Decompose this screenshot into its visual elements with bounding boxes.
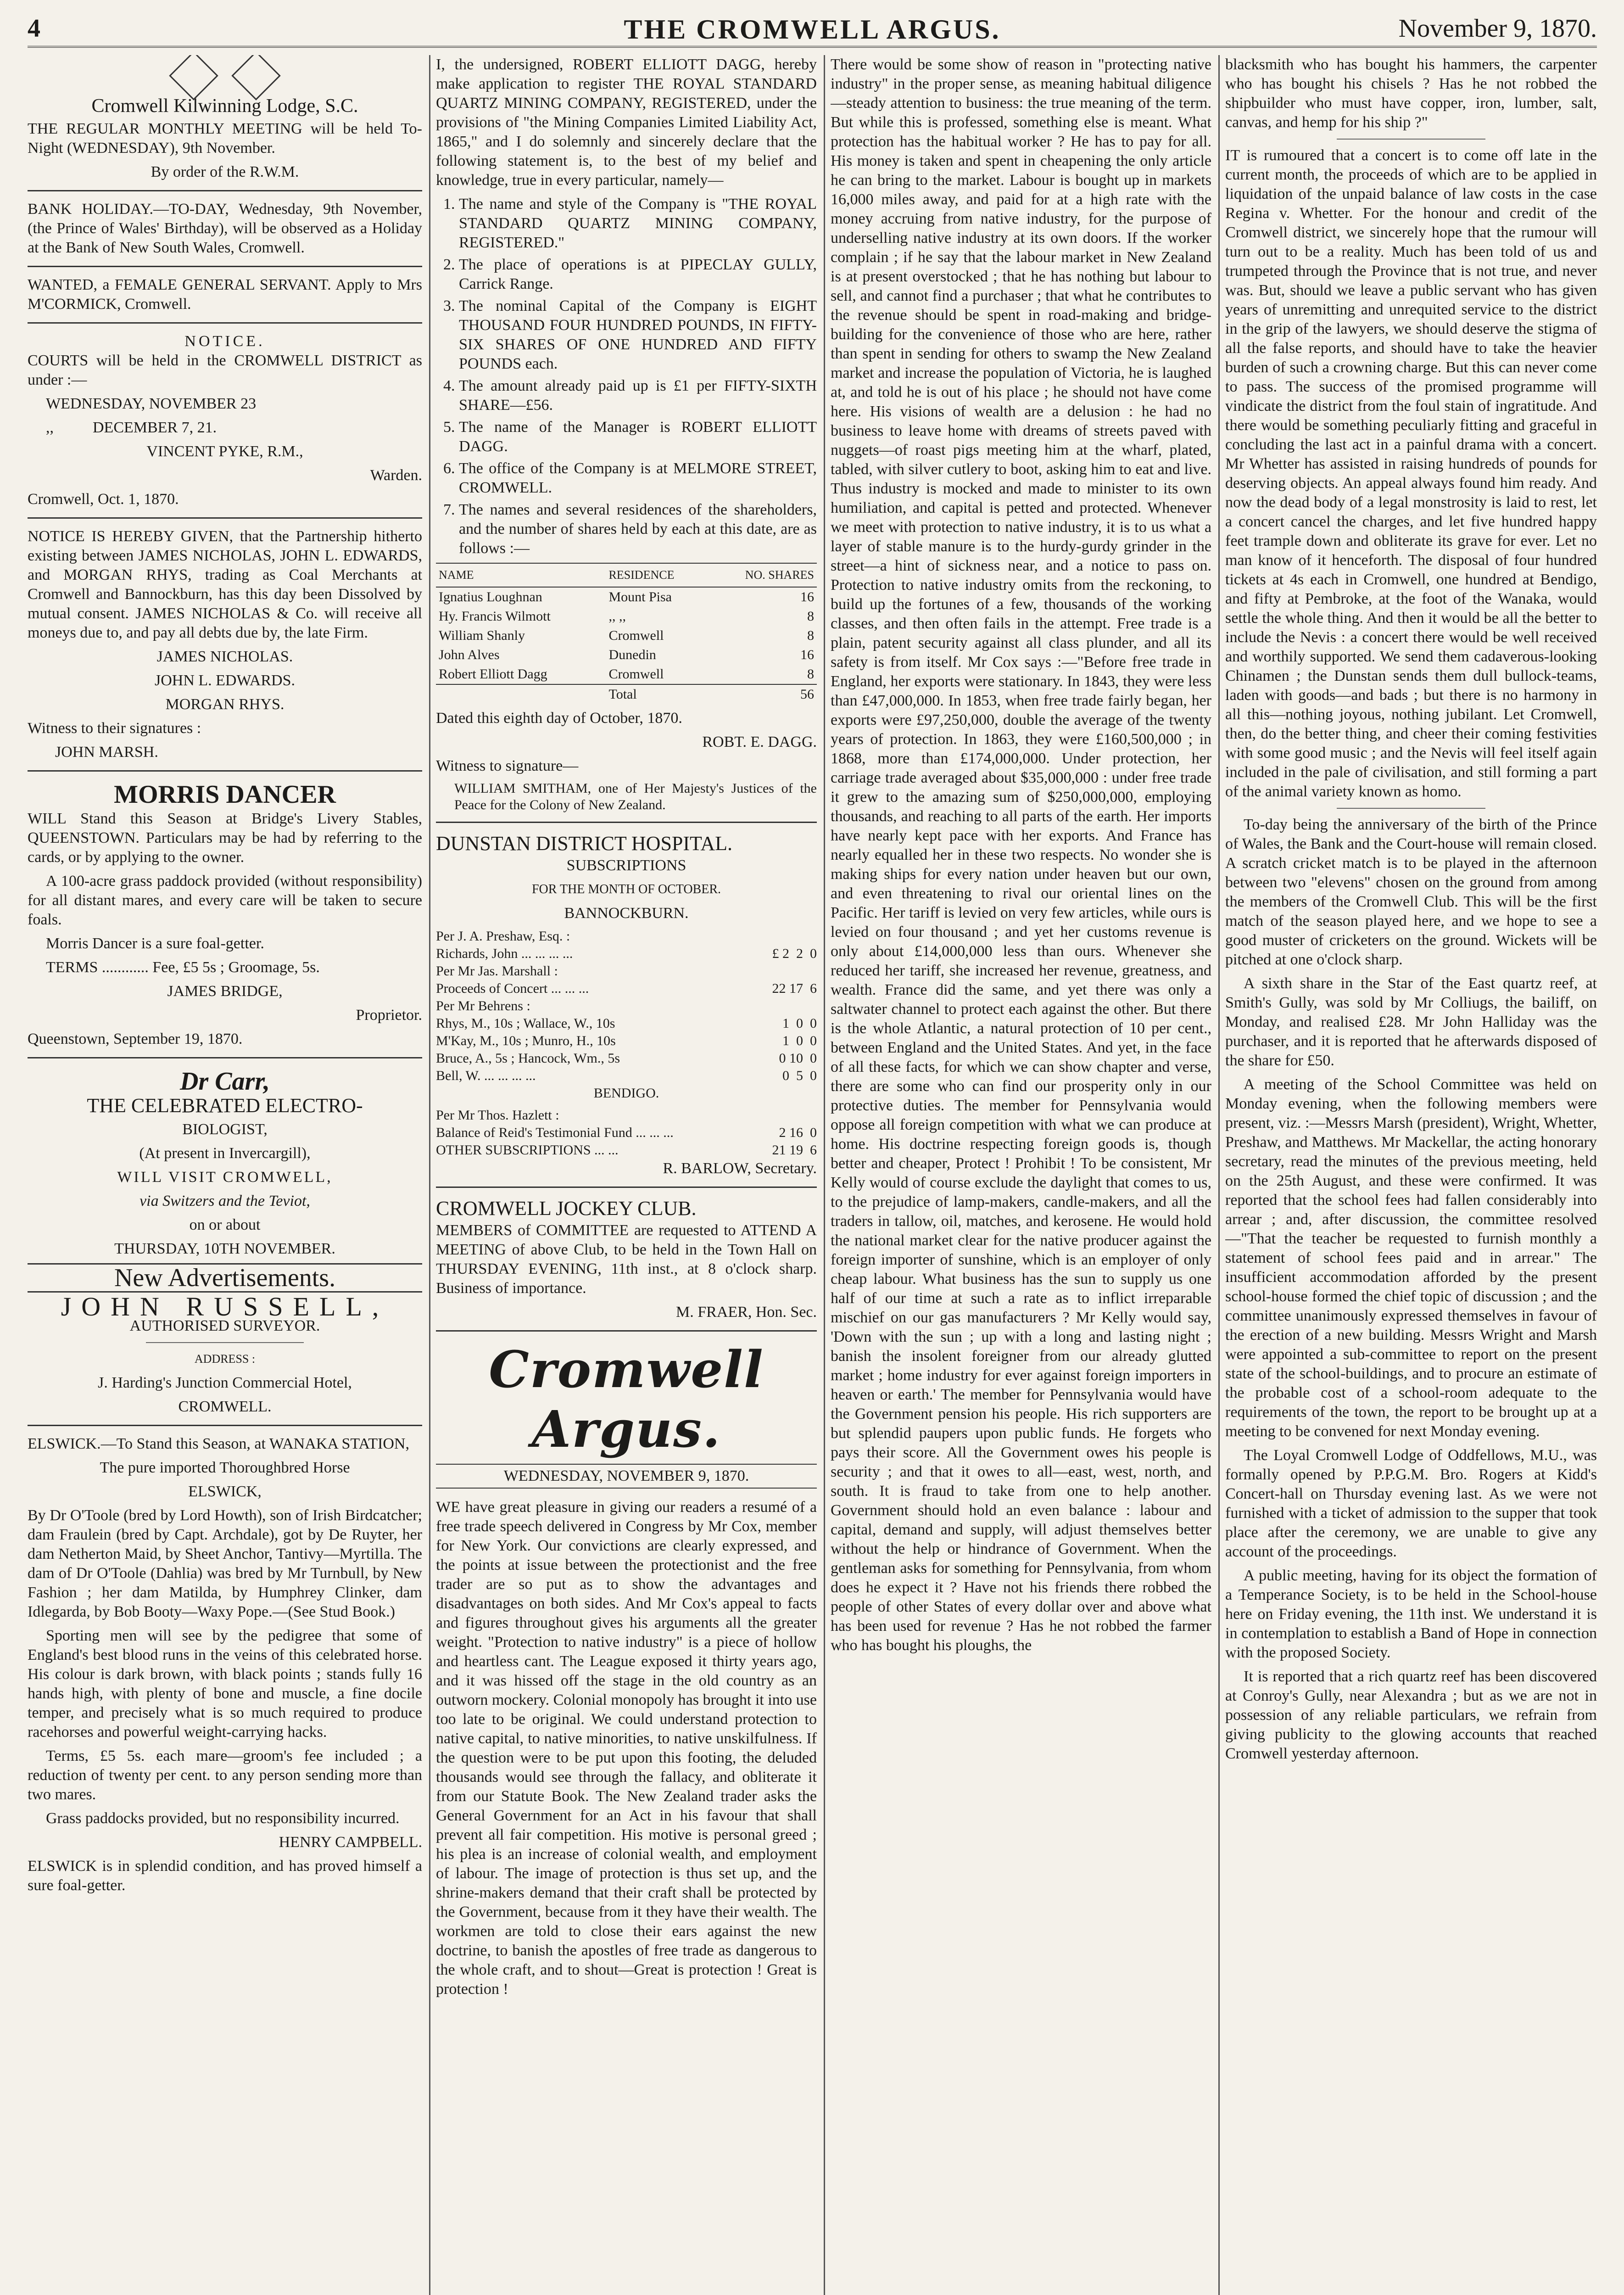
editorial-text: WE have great pleasure in giving our readers a resumé of a free trade speech delivered in Congress by Mr Cox, member for New York. Our convictions are clearly expressed, and the points at issue between the protectionist and the free trader are so put as to show the advantages and disadvantages on both sides. And Mr Cox's appeal to facts and figures throughout gives his arguments all the greater weight. "Protection to native industry" is a piece of hollow and heartless cant. The League exposed it thirty years ago, and it was hissed off the stage in the old country as an outworn mockery. Colonial monopoly has brought it into use too late to be original. We could understand protection to native capital, to native minorities, to native unskilfulness. If the question were to be put upon this footing, the deluded thousands would see through the fallacy, and obliterate it from our Statute Book. The New Zealand trader asks the General Government for an Act in his favour that shall prevent all fair competition. His motive is personal greed ; his plea is an increase of colonial wealth, and employment of labour. The image of protection is thus set up, and the shrine-makers demand that their craft shall be protected by the Government, because from it they have their wealth. The workmen are told to close their ears against the new doctrine, to banish the apostles of free trade as dangerous to the whole craft, and to shout—Great is protection ! Great is protection ! bbox=[436, 1499, 817, 1998]
column-divider bbox=[429, 55, 430, 2295]
elswick-pedigree: By Dr O'Toole (bred by Lord Howth), son of Irish Birdcatcher; dam Fraulein (bred by Capt. Archdale), got by De Ruyter, her dam Netherton Maid, by Sheet Anchor, Tantivy—Myrtilla. The dam of Dr O'Toole (Dahlia) was bred by Mr Turnbull, by New Fashion ; her dam Matilda, by Humphrey Clinker, dam Idlegarda, by Bob Booty—Waxy Pope.—(See Stud Book.) bbox=[28, 1507, 422, 1620]
morris-dancer-foal: Morris Dancer is a sure foal-getter. bbox=[46, 935, 264, 952]
concert-article: IT is rumoured that a concert is to come off late in the current month, the proceeds of which are to be applied in liquidation of the unpaid balance of law costs in the case Regina v. Whetter. For the honour and credit of the Cromwell district, we sincerely hope that the rumour will turn out to be a reality. Much has been told of us and trumpeted through the Province that is not true, and never was. But, should we leave a public servant who has given years of unremitting and unrequited service to the district in the grip of the lawyers, we should deserve the stigma of all the false reports, and should have to take the heavier burden of such a crowning charge. But this can never come to pass. The success of the promised programme will vindicate the district from the foul stain of ingratitude. And there would be something peculiarly fitting and graceful in concluding the last act in a painful drama with a concert. Mr Whetter has assisted in raising hundreds of pounds for deserving objects. An appeal always found him ready. And now the dead body of a legal monstrosity is laid to rest, let a concert cancel the charges, and let five hundred happy feet trample down and obliterate its grave for ever. Let no man know of it henceforth. The disposal of four hundred tickets at 4s each in Cromwell, one hundred at Bendigo, and fifty at Pembroke, at the foot of the Wanaka, would settle the whole thing. And then it would be all the better to include the Nevis : a concert there would be well received and worthily supported. We send them cadaverous-looking Chinamen ; the Dunstan sends them dull bullock-teams, laden with goods—and bads ; but there is no harmony in all this—nothing joyous, nothing jubilant. Let Cromwell, then, do the better thing, and cheer their coming festivities with some good music ; and the Nevis will feel itself again included in the pale of civilisation, and still forming a part of the animal variety known as homo. bbox=[1225, 147, 1597, 800]
partnership-witness: Witness to their signatures : bbox=[28, 720, 201, 737]
dr-carr-line: via Switzers and the Teviot, bbox=[140, 1192, 310, 1209]
table-cell: 8 bbox=[807, 666, 814, 682]
company-dated: Dated this eighth day of October, 1870. bbox=[436, 710, 682, 727]
russell-role: AUTHORISED SURVEYOR. bbox=[129, 1317, 320, 1334]
list-item: 2. The place of operations is at PIPECLAY GULLY, Carrick Range. bbox=[459, 255, 817, 294]
hospital-sign: R. BARLOW, Secretary. bbox=[663, 1160, 817, 1177]
hospital-title: DUNSTAN DISTRICT HOSPITAL. bbox=[436, 832, 733, 855]
morris-dancer-date: Queenstown, September 19, 1870. bbox=[28, 1030, 243, 1047]
table-row bbox=[436, 607, 817, 626]
morris-dancer-role: Proprietor. bbox=[356, 1007, 422, 1024]
courts-signer: VINCENT PYKE, R.M., bbox=[146, 443, 303, 460]
hospital-bendigo: BENDIGO. bbox=[593, 1086, 659, 1101]
elswick-heading: ELSWICK.—To Stand this Season, at WANAKA STATION, bbox=[28, 1435, 409, 1452]
table-cell: 8 bbox=[807, 628, 814, 643]
divider bbox=[436, 1187, 817, 1188]
partner-name: JOHN L. EDWARDS. bbox=[155, 672, 295, 689]
newspaper-title: THE CROMWELL ARGUS. bbox=[624, 14, 1001, 45]
divider bbox=[146, 1342, 304, 1343]
elswick-condition: ELSWICK is in splendid condition, and has proved himself a sure foal-getter. bbox=[28, 1858, 422, 1894]
list-item: Bruce, A., 5s ; Hancock, Wm., 5s 0 10 0 bbox=[436, 1051, 817, 1066]
divider bbox=[436, 1330, 817, 1332]
table-row bbox=[436, 645, 817, 665]
table-cell: William Shanly bbox=[439, 628, 525, 643]
partnership-notice: NOTICE IS HEREBY GIVEN, that the Partnership hitherto existing between JAMES NICHOLAS, JOHN L. EDWARDS, and MORGAN RHYS, trading as Coal Merchants at Cromwell and Bannockburn, has this day been Dissolved by mutual consent. JAMES NICHOLAS & Co. will receive all moneys due to, and pay all debts due by, the late Firm. bbox=[28, 528, 422, 641]
list-item: Per Mr Jas. Marshall : bbox=[436, 963, 558, 979]
list-item: Bell, W. ... ... ... ... 0 5 0 bbox=[436, 1068, 817, 1083]
table-total-row bbox=[436, 684, 817, 704]
list-item: Richards, John ... ... ... ... £ 2 2 0 bbox=[436, 946, 817, 961]
table-cell: Cromwell bbox=[608, 666, 664, 682]
quartz-reef-article: It is reported that a rich quartz reef has been discovered at Conroy's Gully, near Alexandra ; but as we are not in possession of any reliable particulars, we refrain from giving publicity to the glowing accounts that reached Cromwell yesterday afternoon. bbox=[1225, 1668, 1597, 1762]
divider bbox=[28, 770, 422, 772]
page-header bbox=[28, 14, 1597, 48]
list-item: 1. The name and style of the Company is "THE ROYAL STANDARD QUARTZ MINING COMPANY, REGISTERED." bbox=[459, 195, 817, 252]
column-3 bbox=[831, 55, 1211, 2295]
table-row bbox=[436, 626, 817, 645]
company-signer: ROBT. E. DAGG. bbox=[702, 733, 817, 750]
wanted-servant-ad: WANTED, a FEMALE GENERAL SERVANT. Apply to Mrs M'CORMICK, Cromwell. bbox=[28, 276, 422, 313]
company-witness: Witness to signature— bbox=[436, 757, 579, 774]
courts-date: Cromwell, Oct. 1, 1870. bbox=[28, 491, 179, 508]
list-item: Balance of Reid's Testimonial Fund ... ... ... 2 16 0 bbox=[436, 1125, 817, 1140]
partner-name: JAMES NICHOLAS. bbox=[156, 648, 293, 665]
column-4 bbox=[1225, 55, 1597, 2295]
divider bbox=[28, 1425, 422, 1426]
table-cell: 8 bbox=[807, 609, 814, 624]
table-cell: Cromwell bbox=[608, 628, 664, 643]
morris-dancer-body: WILL Stand this Season at Bridge's Livery Stables, QUEENSTOWN. Particulars may be had by referring to the cards, or by applying to the owner. bbox=[28, 810, 422, 866]
new-advertisements-banner: New Advertisements. bbox=[28, 1263, 422, 1293]
list-item: Rhys, M., 10s ; Wallace, W., 10s 1 0 0 bbox=[436, 1016, 817, 1031]
hospital-subheading: SUBSCRIPTIONS bbox=[566, 857, 686, 874]
company-witness-detail: WILLIAM SMITHAM, one of Her Majesty's Justices of the Peace for the Colony of New Zealand. bbox=[454, 781, 817, 812]
table-row bbox=[436, 587, 817, 607]
list-item: 7. The names and several residences of the shareholders, and the number of shares held by each at this date, are as follows :— bbox=[459, 500, 817, 558]
courts-notice: COURTS will be held in the CROMWELL DISTRICT as under :— bbox=[28, 352, 422, 388]
column-2 bbox=[436, 55, 817, 2295]
table-header: RESIDENCE bbox=[606, 563, 709, 587]
courts-signer-role: Warden. bbox=[370, 467, 422, 484]
morris-dancer-paddock: A 100-acre grass paddock provided (without responsibility) for all distant mares, and every care will be taken to secure foals. bbox=[28, 873, 422, 928]
shareholders-table bbox=[436, 563, 817, 704]
table-cell: Dunedin bbox=[608, 647, 656, 662]
elswick-sign: HENRY CAMPBELL. bbox=[279, 1834, 422, 1851]
morris-dancer-terms: TERMS ............ Fee, £5 5s ; Groomage, 5s. bbox=[46, 959, 320, 976]
elswick-terms: Terms, £5 5s. each mare—groom's fee included ; a reduction of twenty per cent. to any person sending more than two mares. bbox=[28, 1747, 422, 1803]
table-cell: Robert Elliott Dagg bbox=[439, 666, 547, 682]
courts-date-1: WEDNESDAY, NOVEMBER 23 bbox=[46, 395, 257, 412]
column-divider bbox=[1218, 55, 1220, 2295]
dr-carr-line: THURSDAY, 10TH NOVEMBER. bbox=[114, 1240, 335, 1257]
russell-address: CROMWELL. bbox=[178, 1398, 272, 1415]
dr-carr-line: WILL VISIT CROMWELL, bbox=[117, 1169, 333, 1186]
russell-name: JOHN RUSSELL, bbox=[61, 1292, 389, 1321]
list-item: 3. The nominal Capital of the Company is EIGHT THOUSAND FOUR HUNDRED POUNDS, IN FIFTY-SIX SHARES OF ONE HUNDRED AND FIFTY POUNDS each. bbox=[459, 297, 817, 374]
lodge-sign: By order of the R.W.M. bbox=[151, 163, 299, 180]
company-intro: I, the undersigned, ROBERT ELLIOTT DAGG, hereby make application to register THE ROYAL STANDARD QUARTZ MINING COMPANY, REGISTERED, under the provisions of "the Mining Companies Limited Liability Act, 1865," and I do solemnly and sincerely declare that the following statement is, to the best of my belief and knowledge, true in every particular, namely— bbox=[436, 56, 817, 189]
hospital-month: FOR THE MONTH OF OCTOBER. bbox=[531, 882, 721, 896]
dr-carr-line: BIOLOGIST, bbox=[182, 1121, 268, 1138]
list-item: Per J. A. Preshaw, Esq. : bbox=[436, 929, 570, 944]
temperance-article: A public meeting, having for its object the formation of a Temperance Society, is to be held in the School-house here on Friday evening, the 11th inst. We understand it is in contemplation to establish a Band of Hope in connection with the proposed Society. bbox=[1225, 1567, 1597, 1661]
company-particulars bbox=[436, 195, 817, 558]
list-item: Per Mr Thos. Hazlett : bbox=[436, 1108, 559, 1123]
hospital-subscriptions bbox=[436, 928, 817, 1159]
elswick-line: ELSWICK, bbox=[188, 1483, 262, 1500]
dr-carr-line: THE CELEBRATED ELECTRO- bbox=[87, 1094, 363, 1117]
notice-heading: NOTICE. bbox=[184, 333, 265, 350]
list-item: Proceeds of Concert ... ... ... 22 17 6 bbox=[436, 981, 817, 996]
table-row bbox=[436, 665, 817, 684]
jockey-club-title: CROMWELL JOCKEY CLUB. bbox=[436, 1197, 697, 1220]
jockey-club-notice: MEMBERS of COMMITTEE are requested to ATTEND A MEETING of above Club, to be held in the Town Hall on THURSDAY EVENING, 11th inst., at 8 o'clock sharp. Business of importance. bbox=[436, 1222, 817, 1297]
masthead-logo: Cromwell Argus. bbox=[489, 1340, 764, 1459]
table-cell: 16 bbox=[800, 647, 814, 662]
divider bbox=[436, 822, 817, 823]
list-item: M'Kay, M., 10s ; Munro, H., 10s 1 0 0 bbox=[436, 1033, 817, 1048]
dr-carr-line: (At present in Invercargill), bbox=[139, 1145, 311, 1162]
quartz-share-article: A sixth share in the Star of the East quartz reef, at Smith's Gully, was sold by Mr Colliugs, the bailiff, on Monday, and realised £28. Mr John Halliday was the purchaser, and it is reported that he afterwards disposed of the share for £50. bbox=[1225, 975, 1597, 1069]
table-cell: 56 bbox=[709, 684, 817, 704]
column-divider bbox=[824, 55, 825, 2295]
list-item: 6. The office of the Company is at MELMORE STREET, CROMWELL. bbox=[459, 459, 817, 498]
masonic-emblem-icon bbox=[28, 55, 422, 96]
oddfellows-article: The Loyal Cromwell Lodge of Oddfellows, M.U., was formally opened by P.P.G.M. Bro. Rogers at Kidd's Concert-hall on Thursday evening last. As we were not furnished with a ticket of admission to the supper that took place after the ceremony, we are unable to give any account of the proceedings. bbox=[1225, 1447, 1597, 1560]
divider bbox=[28, 1057, 422, 1058]
table-cell: Total bbox=[606, 684, 709, 704]
list-item: OTHER SUBSCRIPTIONS ... ... 21 19 6 bbox=[436, 1142, 817, 1158]
divider bbox=[28, 322, 422, 324]
divider bbox=[28, 517, 422, 519]
school-committee-article: A meeting of the School Committee was held on Monday evening, when the following members were present, viz. :—Messrs Marsh (president), Wright, Whetter, Preshaw, and Matthews. Mr Mackellar, the acting honorary secretary, read the minutes of the previous meeting, held on the 25th August, and these were confirmed. It was reported that the school fees had fallen considerably into arrear ; and, after discussion, the committee resolved—"That the teacher be requested to furnish monthly a statement of school fees paid and in arrear." The insufficient accommodation afforded by the present school-house formed the chief topic of discussion ; and the committee unanimously expressed themselves in favour of the erection of a new building. Messrs Wright and Marsh were appointed a sub-committee to report on the present state of the school-buildings, and to procure an estimate of the probable cost of a school-room adequate to the requirements of the town, the report to be brought up at a meeting to be convened for next Monday evening. bbox=[1225, 1076, 1597, 1440]
divider bbox=[28, 190, 422, 191]
morris-dancer-owner: JAMES BRIDGE, bbox=[167, 983, 283, 1000]
editorial-continued: There would be some show of reason in "protecting native industry" in the proper sense, as meaning habitual diligence—steady attention to business: the true meaning of the term. But while this is professed, something else is meant. What protection has the habitual worker ? He has to pay for all. His money is taken and spent in cheapening the only article he can bring to the market. Labour is bought up in markets 16,000 miles away, and paid for at a high rate with the money accruing from native industry, for the purpose of underselling native industry at its own doors. If the worker complain ; if he say that the labour market in New Zealand is at present overstocked ; that he has nothing but labour to sell, and cannot find a purchaser ; that what he contributes to the revenue should be spent in road-making and bridge-building for the convenience of those who are here, rather than spent in sending for others to swamp the New Zealand market and increase the population of Victoria, he is laughed at, and told he is out of his place ; he should not have come here. His visions of wealth are a delusion : he had no business to leave home with dreams of streets paved with nuggets—of roast pigs meeting him at the wharf, plated, tabled, with silver cutlery to boot, asking him to eat and live. Thus industry is mocked and made to minister to its own humiliation, and capital is petted and protected. Whenever we meet with protection to native industry, it is to us what a layer of stable manure is to the hurdy-gurdy grinder in the street—a hint of sickness near, and a notice to pass on. Protection to native industry omits from the reckoning, to build up the fortunes of a few, thousands of the working classes, and then often fails in the attempt. Free trade is a plain, patent security against all class plunder, and all its safety is from itself. Mr Cox says :—"Before free trade in England, her exports were stationary. In 1843, they were less than £47,000,000. In 1853, when free trade fairly began, her exports were £97,250,000, double the average of the twenty years of protection. In 1863, they were £160,500,000 ; in 1868, more than £174,000,000. Under protection, her carriage trade averaged about $35,000,000 : under free trade it grew to the amazing sum of $250,000,000, employing thousands, and reaching to all parts of the earth. Her imports have nearly kept pace with her exports. And France has nearly equalled her in these two respects. No wonder she is making ships for every nation under heaven but our own, and even threatening to rival our oriental lines on the Pacific. Her tariff is levied on very few articles, while ours is levied on four thousand ; and yet her customs revenue is only about £14,000,000 less than ours. Whenever she reduced her tariff, she increased her revenue, greatness, and wealth. France did the same, and yet there was only a saltwater channel to protect each against the other. But there is the whole Atlantic, a natural protection of 10 per cent., between England and the United States. And yet, in the face of all these facts, for which we can show chapter and verse, there are some who can find our prosperity only in our protective duties. The member for Pennsylvania would oppose all foreign competition with what we can produce at home. His doctrine respecting foreign goods is, though better and cheaper, Protect ! Prohibit ! To be consistent, Mr Kelly would of course exclude the daylight that comes to us, to the prejudice of lamp-makers, candle-makers, and all the traders in tallow, oil, matches, and kerosene. He would hold the national market clear for the native producer against the foreign importer of sunshine, which is an employer of only cheap labour. What business has the sun to supply us one half of our time at such a rate as to inflict irreparable mischief on our gas manufacturers ? Mr Kelly would say, 'Down with the sun ; up with a long and lasting night ; banish the insolent foreigner from our already glutted market ; home industry for ever against foreign importers in heaven or earth.' The member for Pennsylvania would have the Government pension his people. His rich supporters are but splendid paupers upon public funds. He forgets who pays their score. All the Government owes his people is security ; and that it owes to all—east, west, north, and south. It is fraud to take from one to help another. Government should hold an even balance : labour and capital, demand and supply, will adjust themselves better without the help or hindrance of Government. When the gentleman asks for something for Pennsylvania, from whom does he expect it ? Have not his friends there robbed the people of other States of every dollar over and above what has been used for revenue ? Has he not robbed the farmer who has bought his ploughs, the bbox=[831, 56, 1211, 1654]
prince-birthday-article: To-day being the anniversary of the birth of the Prince of Wales, the Bank and the Court-house will remain closed. A scratch cricket match is to be played in the afternoon between two "elevens" chosen on the ground from among the members of the Cromwell Club. This will be the first match of the season played here, and we hope to see a good muster of cricketers on the ground. Wickets will be pitched at one o'clock sharp. bbox=[1225, 816, 1597, 968]
editorial-date: WEDNESDAY, NOVEMBER 9, 1870. bbox=[436, 1464, 817, 1489]
table-header: NO. SHARES bbox=[709, 563, 817, 587]
list-item: 4. The amount already paid up is £1 per FIFTY-SIXTH SHARE—£56. bbox=[459, 376, 817, 415]
morris-dancer-heading: MORRIS DANCER bbox=[114, 780, 336, 809]
divider bbox=[1337, 139, 1485, 140]
dr-carr-line: on or about bbox=[189, 1216, 261, 1233]
russell-address-label: ADDRESS : bbox=[194, 1352, 256, 1366]
list-item: Per Mr Behrens : bbox=[436, 998, 530, 1013]
lodge-notice: THE REGULAR MONTHLY MEETING will be held To-Night (WEDNESDAY), 9th November. bbox=[28, 120, 422, 157]
table-cell: John Alves bbox=[439, 647, 500, 662]
table-cell: Ignatius Loughnan bbox=[439, 589, 542, 605]
table-cell: Mount Pisa bbox=[608, 589, 672, 605]
russell-address: J. Harding's Junction Commercial Hotel, bbox=[98, 1374, 352, 1391]
divider bbox=[1337, 808, 1485, 809]
jockey-club-sign: M. FRAER, Hon. Sec. bbox=[676, 1304, 817, 1321]
table-header: NAME bbox=[436, 563, 606, 587]
issue-date: November 9, 1870. bbox=[1398, 14, 1597, 43]
page-number: 4 bbox=[28, 14, 40, 43]
list-item: 5. The name of the Manager is ROBERT ELLIOTT DAGG. bbox=[459, 418, 817, 456]
partnership-witness-name: JOHN MARSH. bbox=[55, 744, 158, 761]
courts-date-2: ,, DECEMBER 7, 21. bbox=[46, 419, 217, 436]
elswick-paddocks: Grass paddocks provided, but no responsibility incurred. bbox=[46, 1810, 400, 1827]
elswick-description: Sporting men will see by the pedigree that some of England's best blood runs in the veins of this celebrated horse. His colour is dark brown, with black points ; stands fully 16 hands high, with plenty of bone and muscle, a fine docile temper, and precisely what is so much required to produce racehorses and powerful weight-carrying hacks. bbox=[28, 1627, 422, 1741]
lodge-title: Cromwell Kilwinning Lodge, S.C. bbox=[91, 95, 358, 117]
elswick-line: The pure imported Thoroughbred Horse bbox=[100, 1459, 350, 1476]
table-cell: 16 bbox=[800, 589, 814, 605]
column-1 bbox=[28, 55, 422, 2295]
partner-name: MORGAN RHYS. bbox=[165, 696, 285, 713]
table-cell: Hy. Francis Wilmott bbox=[439, 609, 551, 624]
hospital-bannockburn: BANNOCKBURN. bbox=[564, 905, 689, 922]
dr-carr-heading: Dr Carr, bbox=[179, 1067, 270, 1096]
editorial-conclusion: blacksmith who has bought his hammers, the carpenter who has bought his chisels ? Has he not robbed the shipbuilder who must have copper, iron, lumber, salt, canvas, and hemp for his ship ?" bbox=[1225, 56, 1597, 131]
divider bbox=[28, 266, 422, 267]
bank-holiday-notice: BANK HOLIDAY.—TO-DAY, Wednesday, 9th November, (the Prince of Wales' Birthday), will be observed as a Holiday at the Bank of New South Wales, Cromwell. bbox=[28, 201, 422, 256]
table-cell: ,, ,, bbox=[608, 609, 626, 624]
